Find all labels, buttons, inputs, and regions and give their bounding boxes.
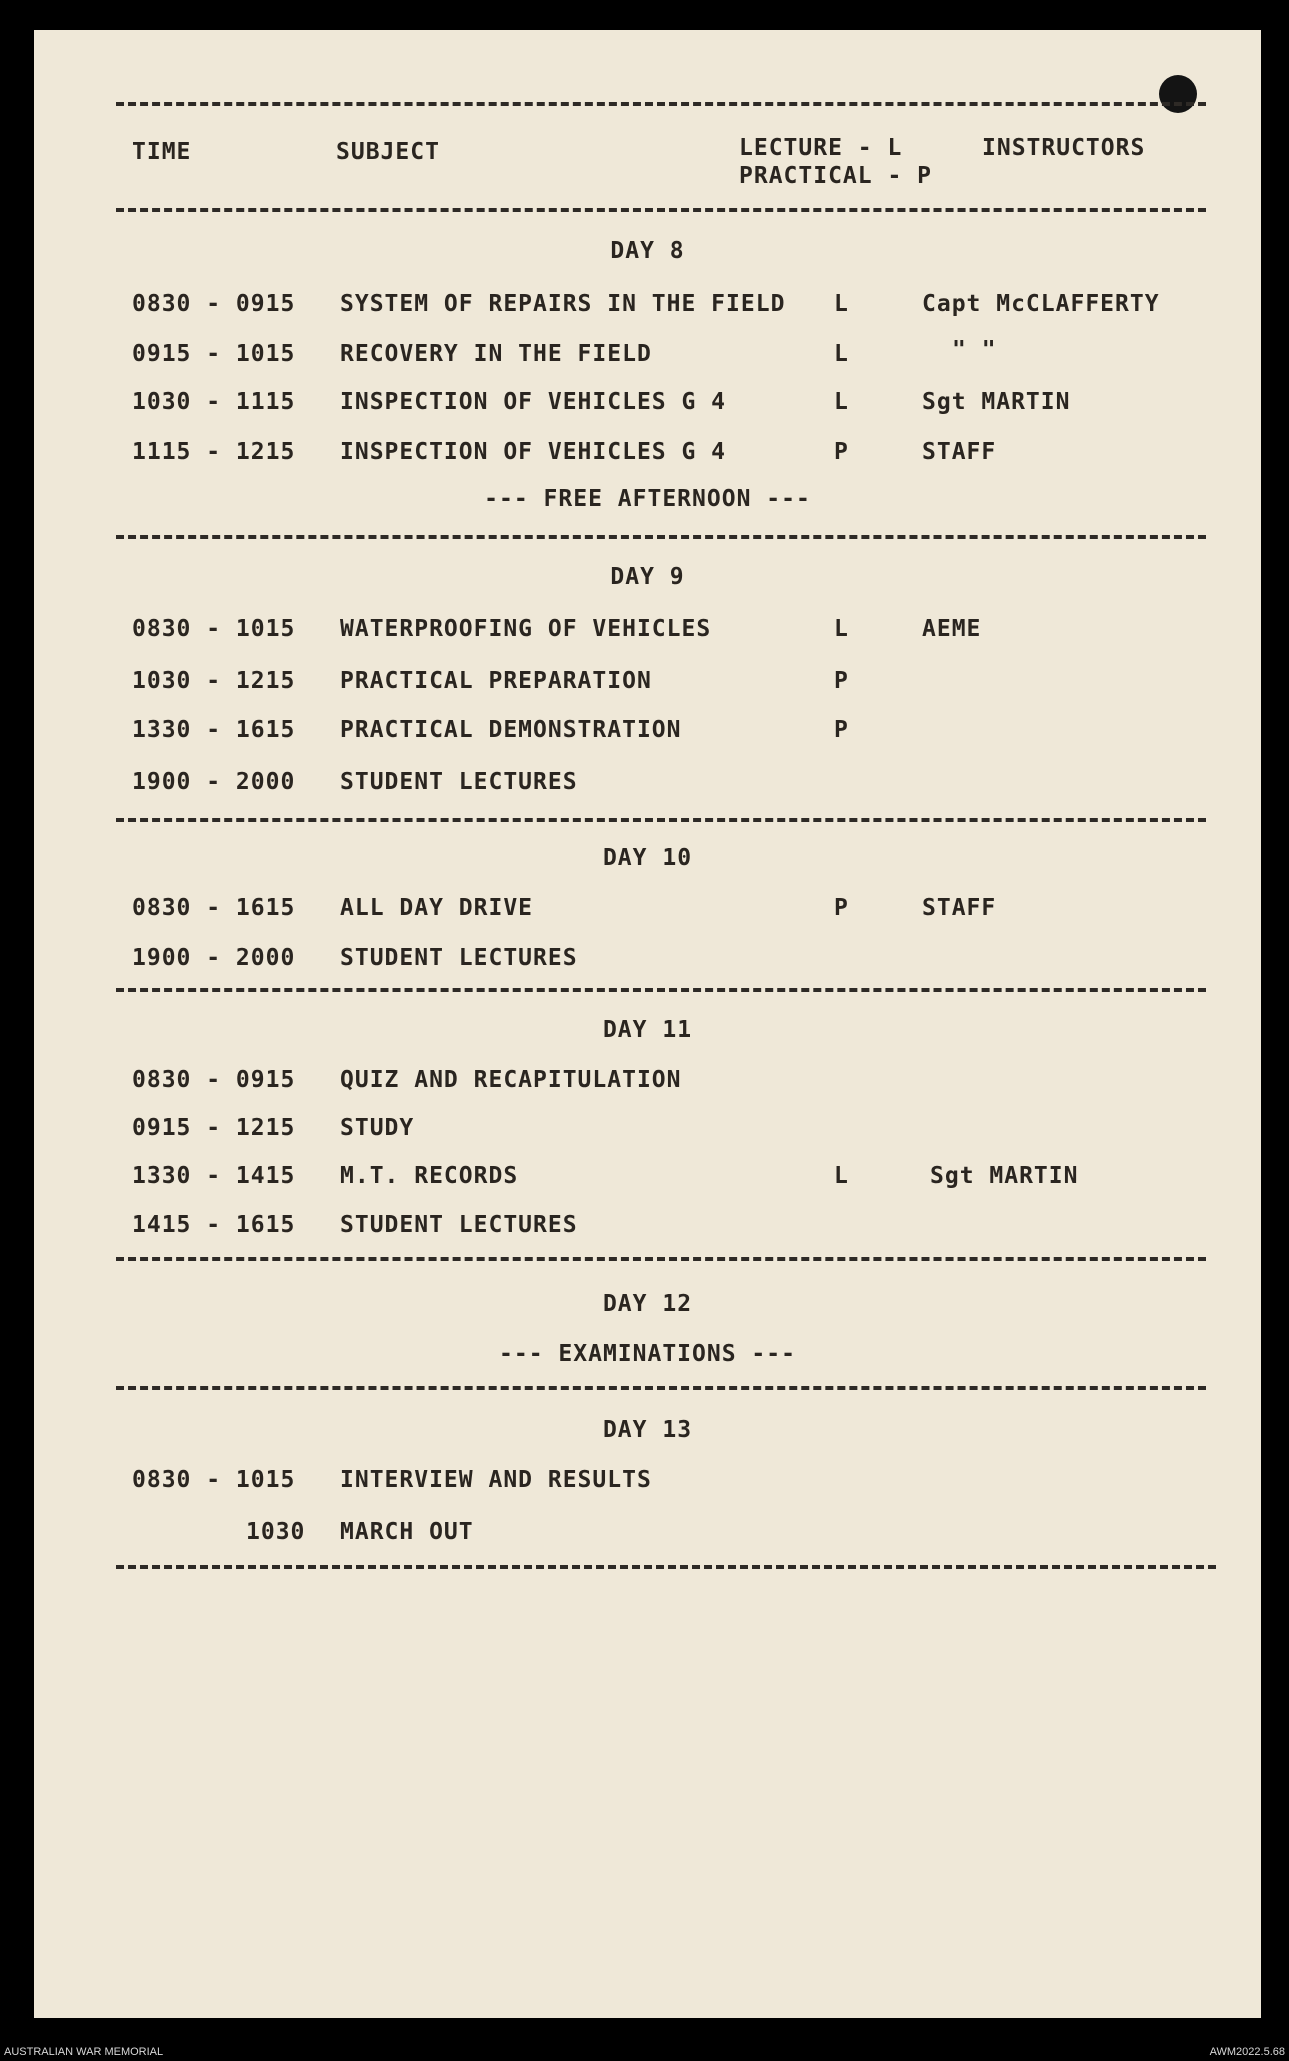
day-heading: DAY 8 (610, 238, 685, 264)
row-code: L (834, 389, 849, 415)
row-instructor: Sgt MARTIN (930, 1163, 1079, 1189)
row-subject: QUIZ AND RECAPITULATION (340, 1067, 682, 1093)
row-code: P (834, 717, 849, 743)
punch-hole (1159, 75, 1197, 113)
day-heading: DAY 11 (602, 1017, 693, 1043)
row-time: 0830 - 1015 (132, 616, 296, 642)
day-heading: DAY 12 (602, 1291, 693, 1317)
header-practical: PRACTICAL - P (739, 163, 933, 189)
row-time: 1030 - 1215 (132, 668, 296, 694)
row-instructor: STAFF (922, 439, 997, 465)
examinations-note: --- EXAMINATIONS --- (499, 1341, 796, 1367)
header-lecture: LECTURE - L (739, 135, 903, 161)
row-code: L (834, 616, 849, 642)
row-code: L (834, 1163, 849, 1189)
day-heading: DAY 13 (602, 1417, 693, 1443)
row-time: 1330 - 1615 (132, 717, 296, 743)
row-time: 0830 - 1615 (132, 895, 296, 921)
row-instructor: STAFF (922, 895, 997, 921)
row-subject: ALL DAY DRIVE (340, 895, 534, 921)
section-rule (116, 535, 1206, 539)
footer-source: AUSTRALIAN WAR MEMORIAL (4, 2046, 164, 2058)
row-subject: STUDENT LECTURES (340, 769, 578, 795)
header-bottom-rule (116, 208, 1206, 212)
row-time: 1330 - 1415 (132, 1163, 296, 1189)
header-instructors: INSTRUCTORS (982, 135, 1146, 161)
row-time: 0915 - 1215 (132, 1115, 296, 1141)
section-rule (116, 818, 1206, 822)
row-code: P (834, 439, 849, 465)
row-subject: INSPECTION OF VEHICLES G 4 (340, 389, 727, 415)
header-subject: SUBJECT (336, 139, 440, 165)
row-code: P (834, 895, 849, 921)
section-rule (116, 988, 1206, 992)
row-subject: STUDENT LECTURES (340, 945, 578, 971)
row-time: 0830 - 0915 (132, 1067, 296, 1093)
row-time: 1900 - 2000 (132, 945, 296, 971)
row-code: L (834, 291, 849, 317)
row-subject: M.T. RECORDS (340, 1163, 519, 1189)
section-rule (116, 1386, 1206, 1390)
row-subject: STUDENT LECTURES (340, 1212, 578, 1238)
header-top-rule (116, 102, 1206, 106)
section-rule (116, 1565, 1216, 1569)
row-time: 0830 - 1015 (132, 1467, 296, 1493)
row-subject: STUDY (340, 1115, 415, 1141)
row-time: 0915 - 1015 (132, 341, 296, 367)
row-subject: PRACTICAL DEMONSTRATION (340, 717, 682, 743)
header-time: TIME (132, 139, 192, 165)
row-time: 1900 - 2000 (132, 769, 296, 795)
row-code: P (834, 668, 849, 694)
section-rule (116, 1257, 1206, 1261)
document-page (34, 30, 1261, 2018)
row-time: 1115 - 1215 (132, 439, 296, 465)
row-instructor: Sgt MARTIN (922, 389, 1071, 415)
row-subject: MARCH OUT (340, 1519, 474, 1545)
row-code: L (834, 341, 849, 367)
day-heading: DAY 10 (602, 845, 693, 871)
row-time: 0830 - 0915 (132, 291, 296, 317)
row-instructor: AEME (922, 616, 982, 642)
footer-reference: AWM2022.5.68 (1209, 2046, 1285, 2058)
row-time: 1030 - 1115 (132, 389, 296, 415)
free-afternoon-note: --- FREE AFTERNOON --- (484, 486, 811, 512)
row-subject: INSPECTION OF VEHICLES G 4 (340, 439, 727, 465)
row-time: 1415 - 1615 (132, 1212, 296, 1238)
row-time: 1030 (246, 1519, 306, 1545)
row-subject: SYSTEM OF REPAIRS IN THE FIELD (340, 291, 786, 317)
row-subject: PRACTICAL PREPARATION (340, 668, 652, 694)
row-subject: WATERPROOFING OF VEHICLES (340, 616, 712, 642)
row-instructor: Capt McCLAFFERTY (922, 291, 1160, 317)
day-heading: DAY 9 (610, 564, 685, 590)
row-instructor: " " (952, 337, 997, 363)
row-subject: RECOVERY IN THE FIELD (340, 341, 652, 367)
row-subject: INTERVIEW AND RESULTS (340, 1467, 652, 1493)
